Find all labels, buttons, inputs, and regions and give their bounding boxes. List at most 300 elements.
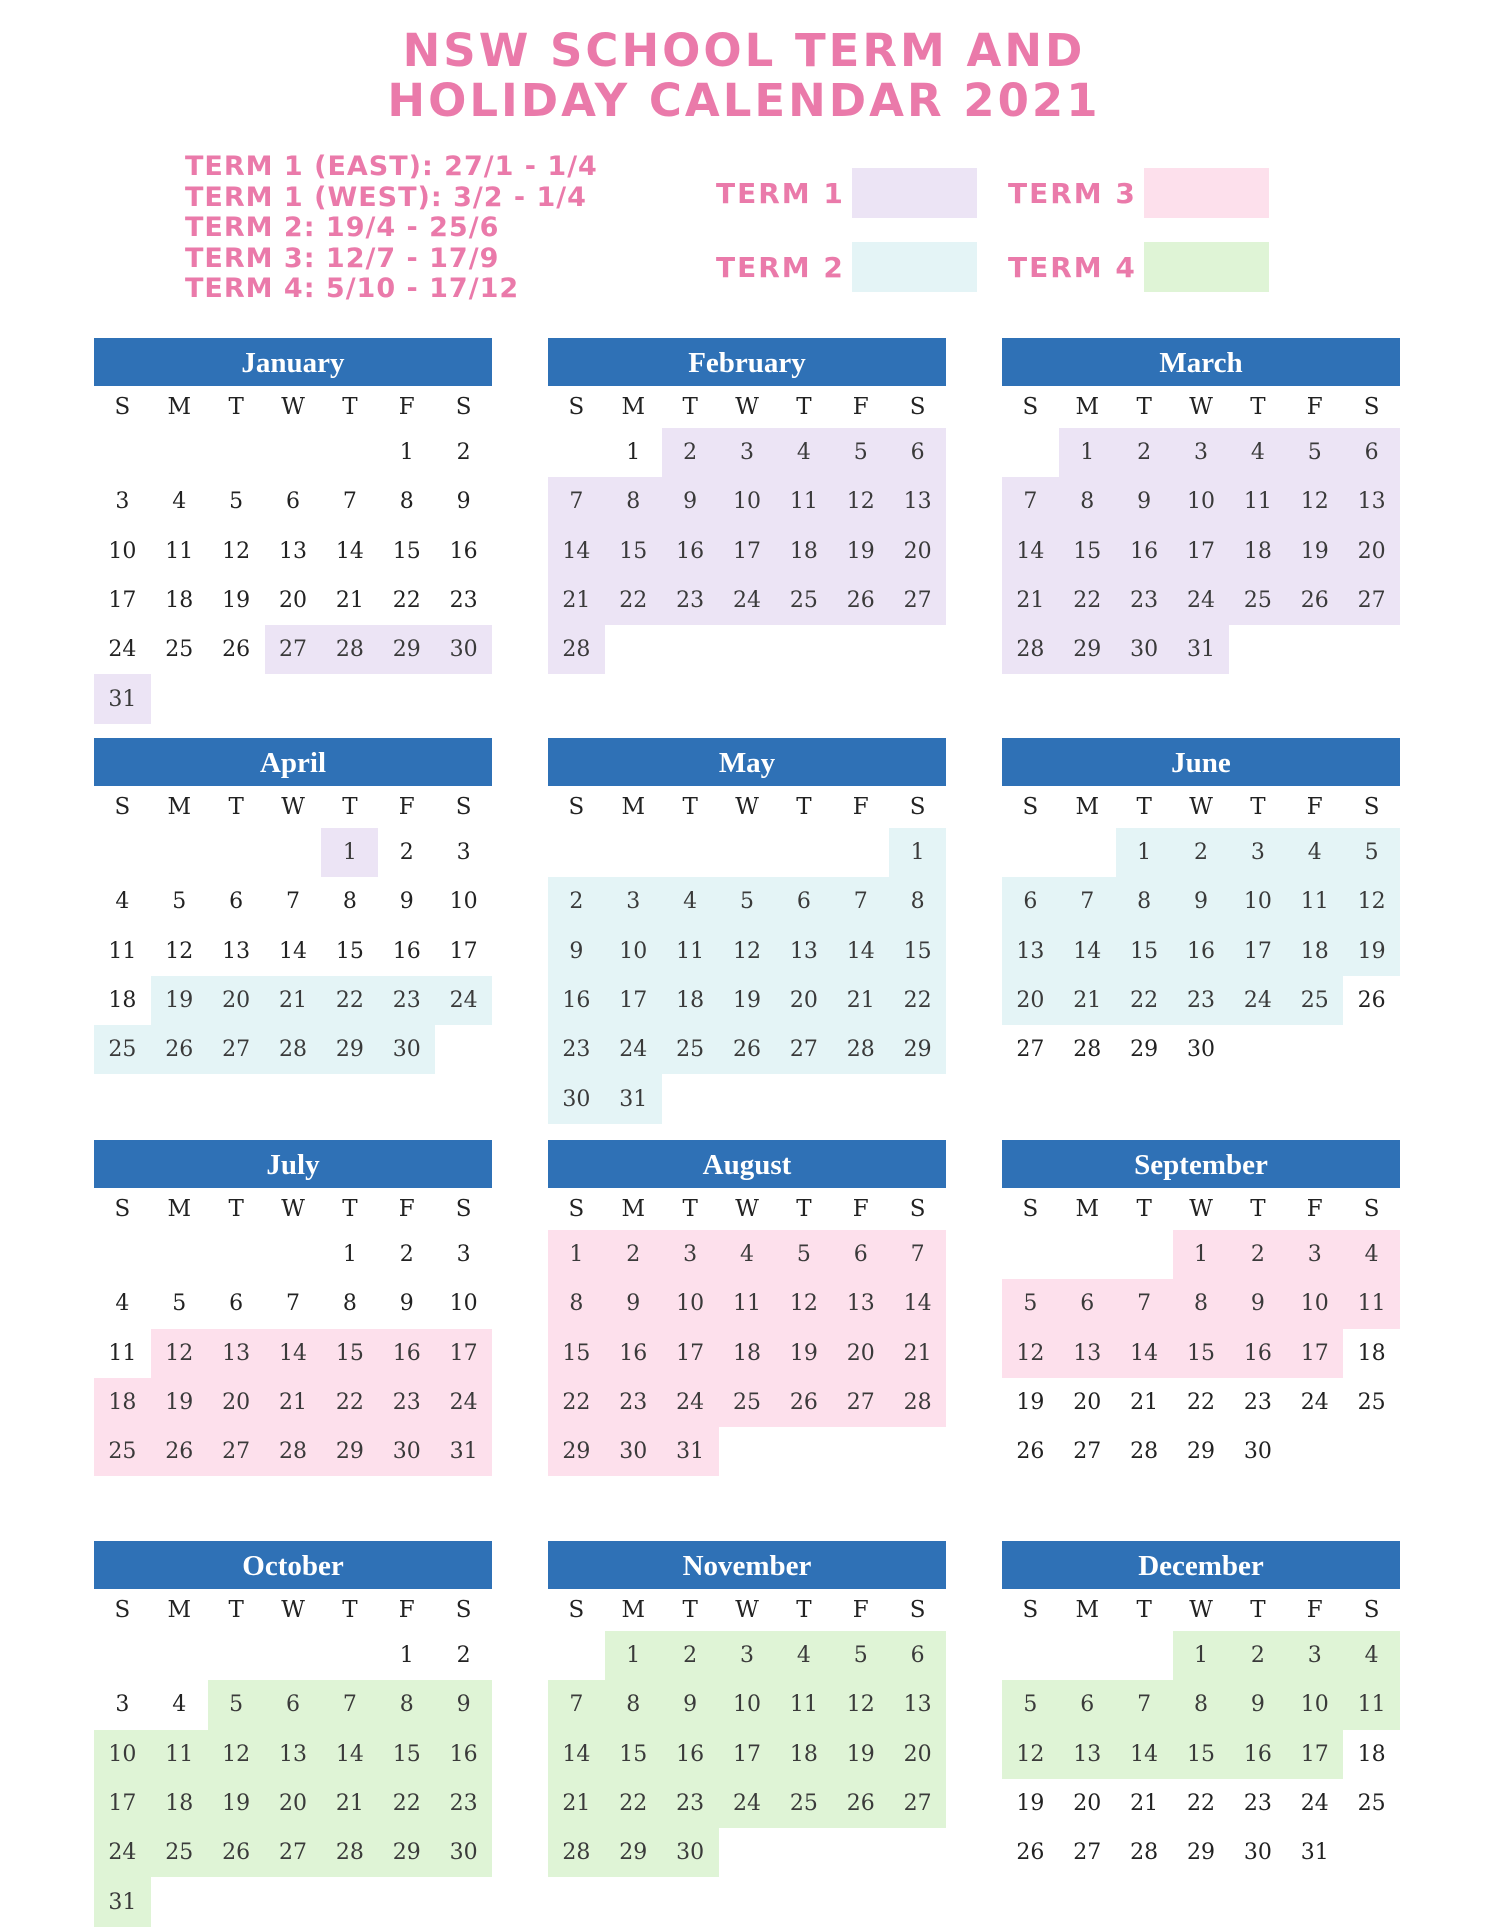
weekday-header-row: [94, 786, 492, 828]
weekday-label: S: [114, 394, 131, 420]
day-cell: 27: [265, 625, 322, 674]
day-cell: 11: [1286, 877, 1343, 926]
title-line-1: NSW SCHOOL TERM AND: [402, 24, 1086, 77]
day-cell: 31: [94, 674, 151, 723]
day-cell: 13: [222, 938, 251, 964]
empty-cell: [1002, 1230, 1059, 1279]
day-cell: 20: [279, 588, 307, 614]
weekday-label: M: [1075, 1597, 1100, 1623]
day-cell: 24: [1229, 976, 1286, 1025]
day-cell: 6: [229, 889, 244, 915]
month-december: [1002, 1541, 1400, 1877]
day-cell: 29: [889, 1025, 946, 1074]
day-cell: 23: [662, 576, 719, 625]
day-cell: 24: [435, 976, 492, 1025]
weekday-label: M: [621, 394, 646, 420]
day-cell: 18: [165, 588, 194, 614]
day-cell: 20: [1343, 527, 1400, 576]
day-cell: 10: [605, 927, 662, 976]
day-cell: 30: [435, 1828, 492, 1877]
weekday-label: S: [114, 1196, 131, 1222]
day-cell: 2: [456, 1643, 471, 1669]
day-cell: 11: [775, 477, 832, 526]
legend-term-3: [1008, 168, 1269, 218]
month-header: May: [548, 738, 946, 786]
day-cell: 13: [1002, 927, 1059, 976]
day-cell: 6: [1343, 428, 1400, 477]
day-cell: 13: [889, 477, 946, 526]
day-cell: 21: [548, 576, 605, 625]
weekday-label: T: [342, 1597, 358, 1623]
day-cell: 21: [1130, 1390, 1159, 1416]
day-cell: 8: [605, 1680, 662, 1729]
day-cell: 13: [775, 927, 832, 976]
weekday-header-row: [1002, 1188, 1400, 1230]
day-cell: 19: [832, 527, 889, 576]
day-cell: 29: [1059, 625, 1116, 674]
day-cell: 19: [208, 1779, 265, 1828]
day-cell: 16: [449, 538, 478, 564]
day-cell: 12: [832, 477, 889, 526]
day-cell: 17: [605, 976, 662, 1025]
day-cell: 16: [378, 1329, 435, 1378]
empty-cell: [208, 428, 265, 477]
days-grid: [94, 828, 492, 1074]
day-cell: 31: [1173, 625, 1230, 674]
day-cell: 25: [662, 1025, 719, 1074]
day-cell: 17: [719, 527, 776, 576]
day-cell: 19: [719, 976, 776, 1025]
weekday-label: M: [167, 394, 192, 420]
day-cell: 9: [662, 1680, 719, 1729]
weekday-label: F: [1306, 1597, 1323, 1623]
weekday-label: F: [852, 794, 869, 820]
day-cell: 5: [775, 1230, 832, 1279]
weekday-header-row: [94, 386, 492, 428]
day-cell: 19: [1286, 527, 1343, 576]
day-cell: 21: [1130, 1791, 1159, 1817]
day-cell: 19: [151, 1378, 208, 1427]
month-july: [94, 1140, 492, 1476]
day-cell: 18: [1229, 527, 1286, 576]
day-cell: 8: [1173, 1279, 1230, 1328]
day-cell: 3: [1286, 1230, 1343, 1279]
day-cell: 28: [1073, 1037, 1102, 1063]
weekday-header-row: [548, 386, 946, 428]
month-february: [548, 338, 946, 674]
day-cell: 18: [719, 1329, 776, 1378]
day-cell: 28: [832, 1025, 889, 1074]
day-cell: 21: [335, 588, 364, 614]
day-cell: 15: [889, 927, 946, 976]
day-cell: 16: [662, 1730, 719, 1779]
day-cell: 18: [662, 976, 719, 1025]
empty-cell: [321, 428, 378, 477]
weekday-label: S: [1363, 394, 1380, 420]
day-cell: 24: [1173, 576, 1230, 625]
day-cell: 3: [1286, 1631, 1343, 1680]
day-cell: 2: [662, 1631, 719, 1680]
weekday-label: F: [852, 394, 869, 420]
month-march: [1002, 338, 1400, 674]
day-cell: 27: [265, 1828, 322, 1877]
day-cell: 5: [172, 889, 187, 915]
weekday-label: F: [398, 794, 415, 820]
month-september: [1002, 1140, 1400, 1476]
weekday-label: S: [455, 1597, 472, 1623]
day-cell: 15: [605, 1730, 662, 1779]
day-cell: 22: [1187, 1390, 1215, 1416]
day-cell: 6: [1059, 1680, 1116, 1729]
day-cell: 6: [265, 1680, 322, 1729]
day-cell: 23: [548, 1025, 605, 1074]
day-cell: 12: [1343, 877, 1400, 926]
day-cell: 5: [208, 1680, 265, 1729]
day-cell: 29: [1130, 1037, 1159, 1063]
day-cell: 7: [286, 1291, 300, 1317]
day-cell: 20: [265, 1779, 322, 1828]
day-cell: 1: [321, 828, 378, 877]
day-cell: 7: [321, 1680, 378, 1729]
weekday-label: T: [682, 794, 698, 820]
day-cell: 20: [889, 1730, 946, 1779]
day-cell: 7: [1059, 877, 1116, 926]
day-cell: 18: [775, 527, 832, 576]
empty-cell: [151, 828, 208, 877]
day-cell: 6: [775, 877, 832, 926]
day-cell: 10: [1286, 1279, 1343, 1328]
month-header: June: [1002, 738, 1400, 786]
empty-cell: [548, 428, 605, 477]
empty-cell: [832, 828, 889, 877]
empty-cell: [1116, 1631, 1173, 1680]
day-cell: 16: [1173, 927, 1230, 976]
day-cell: 11: [165, 538, 194, 564]
legend-label: TERM 2: [716, 250, 845, 284]
day-cell: 4: [662, 877, 719, 926]
day-cell: 29: [378, 625, 435, 674]
day-cell: 12: [208, 1730, 265, 1779]
day-cell: 10: [108, 538, 137, 564]
day-cell: 21: [548, 1779, 605, 1828]
day-cell: 20: [208, 1378, 265, 1427]
legend-label: TERM 3: [1008, 176, 1137, 210]
month-november: [548, 1541, 946, 1877]
weekday-label: T: [228, 1196, 244, 1222]
weekday-label: T: [1136, 394, 1152, 420]
day-cell: 12: [151, 1329, 208, 1378]
day-cell: 6: [889, 1631, 946, 1680]
empty-cell: [265, 428, 322, 477]
day-cell: 30: [662, 1828, 719, 1877]
day-cell: 17: [1173, 527, 1230, 576]
term-date-item: TERM 3: 12/7 - 17/9: [185, 242, 500, 274]
day-cell: 3: [1173, 428, 1230, 477]
day-cell: 9: [399, 889, 414, 915]
day-cell: 6: [832, 1230, 889, 1279]
empty-cell: [94, 428, 151, 477]
day-cell: 10: [94, 1730, 151, 1779]
day-cell: 2: [399, 840, 414, 866]
day-cell: 1: [399, 440, 414, 466]
legend-swatch-term-2: [852, 242, 977, 292]
term-date-item: TERM 4: 5/10 - 17/12: [185, 273, 520, 304]
day-cell: 30: [1243, 1840, 1272, 1866]
weekday-label: S: [455, 394, 472, 420]
weekday-label: T: [796, 794, 812, 820]
day-cell: 26: [151, 1427, 208, 1476]
day-cell: 24: [605, 1025, 662, 1074]
day-cell: 26: [1286, 576, 1343, 625]
day-cell: 4: [172, 1692, 187, 1718]
weekday-header-row: [548, 1188, 946, 1230]
day-cell: 13: [265, 1730, 322, 1779]
day-cell: 8: [1059, 477, 1116, 526]
day-cell: 30: [548, 1074, 605, 1123]
days-grid: [94, 428, 492, 724]
empty-cell: [208, 1230, 265, 1279]
weekday-label: W: [281, 794, 305, 820]
day-cell: 14: [1002, 527, 1059, 576]
day-cell: 2: [1229, 1631, 1286, 1680]
day-cell: 25: [1357, 1791, 1386, 1817]
legend-term-1: [716, 168, 977, 218]
day-cell: 5: [832, 428, 889, 477]
day-cell: 12: [1002, 1730, 1059, 1779]
day-cell: 27: [889, 576, 946, 625]
day-cell: 15: [605, 527, 662, 576]
weekday-label: F: [398, 394, 415, 420]
day-cell: 16: [1229, 1730, 1286, 1779]
title-line-2: HOLIDAY CALENDAR 2021: [387, 74, 1101, 127]
day-cell: 13: [1059, 1329, 1116, 1378]
day-cell: 3: [456, 840, 471, 866]
day-cell: 4: [1286, 828, 1343, 877]
day-cell: 27: [832, 1378, 889, 1427]
day-cell: 3: [115, 489, 130, 515]
weekday-label: S: [1022, 394, 1039, 420]
day-cell: 17: [1286, 1730, 1343, 1779]
day-cell: 26: [208, 1828, 265, 1877]
day-cell: 13: [1059, 1730, 1116, 1779]
weekday-label: T: [1136, 1597, 1152, 1623]
day-cell: 5: [1002, 1279, 1059, 1328]
day-cell: 19: [1343, 927, 1400, 976]
day-cell: 20: [1073, 1390, 1102, 1416]
day-cell: 29: [378, 1828, 435, 1877]
weekday-label: M: [621, 794, 646, 820]
day-cell: 25: [151, 1828, 208, 1877]
day-cell: 25: [775, 1779, 832, 1828]
day-cell: 27: [1073, 1439, 1102, 1465]
empty-cell: [151, 1631, 208, 1680]
day-cell: 16: [435, 1730, 492, 1779]
day-cell: 10: [1229, 877, 1286, 926]
day-cell: 27: [1343, 576, 1400, 625]
day-cell: 20: [775, 976, 832, 1025]
day-cell: 2: [456, 440, 471, 466]
day-cell: 22: [392, 588, 421, 614]
day-cell: 27: [208, 1025, 265, 1074]
day-cell: 17: [108, 588, 137, 614]
weekday-label: S: [455, 794, 472, 820]
empty-cell: [208, 828, 265, 877]
day-cell: 1: [1173, 1631, 1230, 1680]
empty-cell: [1116, 1230, 1173, 1279]
day-cell: 3: [719, 1631, 776, 1680]
day-cell: 9: [456, 489, 471, 515]
month-header: September: [1002, 1140, 1400, 1188]
day-cell: 9: [1229, 1680, 1286, 1729]
day-cell: 8: [342, 1291, 357, 1317]
day-cell: 8: [378, 1680, 435, 1729]
day-cell: 15: [548, 1329, 605, 1378]
weekday-label: F: [398, 1597, 415, 1623]
days-grid: [1002, 1230, 1400, 1476]
day-cell: 14: [1116, 1730, 1173, 1779]
day-cell: 1: [889, 828, 946, 877]
day-cell: 29: [321, 1025, 378, 1074]
day-cell: 4: [172, 489, 187, 515]
day-cell: 5: [229, 489, 244, 515]
day-cell: 13: [1343, 477, 1400, 526]
day-cell: 14: [548, 527, 605, 576]
day-cell: 11: [151, 1730, 208, 1779]
day-cell: 26: [151, 1025, 208, 1074]
day-cell: 23: [1173, 976, 1230, 1025]
empty-cell: [1059, 828, 1116, 877]
empty-cell: [1002, 1631, 1059, 1680]
term-dates-list: [185, 152, 598, 305]
day-cell: 8: [889, 877, 946, 926]
day-cell: 28: [321, 1828, 378, 1877]
day-cell: 5: [172, 1291, 187, 1317]
day-cell: 22: [605, 576, 662, 625]
weekday-header-row: [1002, 1589, 1400, 1631]
day-cell: 8: [1116, 877, 1173, 926]
day-cell: 18: [775, 1730, 832, 1779]
month-january: [94, 338, 492, 724]
day-cell: 15: [1116, 927, 1173, 976]
weekday-label: M: [167, 1196, 192, 1222]
day-cell: 28: [1130, 1840, 1159, 1866]
day-cell: 12: [719, 927, 776, 976]
weekday-label: F: [852, 1196, 869, 1222]
day-cell: 15: [1173, 1730, 1230, 1779]
day-cell: 4: [1343, 1631, 1400, 1680]
day-cell: 15: [321, 1329, 378, 1378]
day-cell: 9: [435, 1680, 492, 1729]
day-cell: 17: [94, 1779, 151, 1828]
day-cell: 2: [548, 877, 605, 926]
days-grid: [1002, 428, 1400, 674]
day-cell: 22: [321, 1378, 378, 1427]
day-cell: 28: [265, 1025, 322, 1074]
day-cell: 5: [1286, 428, 1343, 477]
day-cell: 29: [1187, 1439, 1215, 1465]
day-cell: 6: [1002, 877, 1059, 926]
day-cell: 28: [1002, 625, 1059, 674]
day-cell: 24: [719, 576, 776, 625]
day-cell: 28: [889, 1378, 946, 1427]
legend-swatch-term-3: [1144, 168, 1269, 218]
day-cell: 15: [392, 538, 421, 564]
day-cell: 1: [399, 1643, 414, 1669]
day-cell: 20: [889, 527, 946, 576]
day-cell: 20: [208, 976, 265, 1025]
day-cell: 7: [1116, 1279, 1173, 1328]
empty-cell: [94, 1230, 151, 1279]
weekday-header-row: [94, 1188, 492, 1230]
empty-cell: [208, 1631, 265, 1680]
weekday-label: W: [735, 794, 759, 820]
days-grid: [548, 1230, 946, 1476]
day-cell: 27: [1016, 1037, 1045, 1063]
days-grid: [548, 828, 946, 1124]
day-cell: 29: [605, 1828, 662, 1877]
day-cell: 26: [832, 576, 889, 625]
month-header: April: [94, 738, 492, 786]
month-june: [1002, 738, 1400, 1074]
day-cell: 14: [265, 1329, 322, 1378]
day-cell: 2: [399, 1242, 414, 1268]
empty-cell: [151, 1230, 208, 1279]
day-cell: 16: [1116, 527, 1173, 576]
weekday-label: W: [281, 1196, 305, 1222]
day-cell: 24: [108, 637, 137, 663]
weekday-label: S: [114, 794, 131, 820]
day-cell: 24: [1300, 1390, 1329, 1416]
day-cell: 11: [108, 938, 137, 964]
day-cell: 1: [626, 440, 641, 466]
weekday-label: T: [1250, 394, 1266, 420]
weekday-label: S: [568, 1196, 585, 1222]
weekday-label: M: [1075, 394, 1100, 420]
day-cell: 14: [832, 927, 889, 976]
day-cell: 26: [1016, 1439, 1045, 1465]
day-cell: 12: [1286, 477, 1343, 526]
weekday-label: M: [167, 794, 192, 820]
day-cell: 16: [662, 527, 719, 576]
weekday-label: T: [796, 1196, 812, 1222]
day-cell: 1: [1173, 1230, 1230, 1279]
day-cell: 9: [1173, 877, 1230, 926]
day-cell: 27: [208, 1427, 265, 1476]
weekday-label: T: [682, 394, 698, 420]
day-cell: 8: [342, 889, 357, 915]
empty-cell: [548, 1631, 605, 1680]
weekday-label: S: [909, 1196, 926, 1222]
day-cell: 9: [662, 477, 719, 526]
day-cell: 8: [548, 1279, 605, 1328]
empty-cell: [321, 1631, 378, 1680]
month-header: August: [548, 1140, 946, 1188]
weekday-label: W: [1189, 1196, 1213, 1222]
weekday-header-row: [548, 786, 946, 828]
day-cell: 28: [321, 625, 378, 674]
day-cell: 30: [435, 625, 492, 674]
month-august: [548, 1140, 946, 1476]
empty-cell: [1002, 828, 1059, 877]
weekday-label: S: [568, 1597, 585, 1623]
weekday-label: T: [1250, 794, 1266, 820]
day-cell: 3: [1229, 828, 1286, 877]
day-cell: 2: [1229, 1230, 1286, 1279]
day-cell: 7: [548, 1680, 605, 1729]
day-cell: 30: [378, 1427, 435, 1476]
weekday-label: W: [1189, 394, 1213, 420]
day-cell: 2: [1173, 828, 1230, 877]
